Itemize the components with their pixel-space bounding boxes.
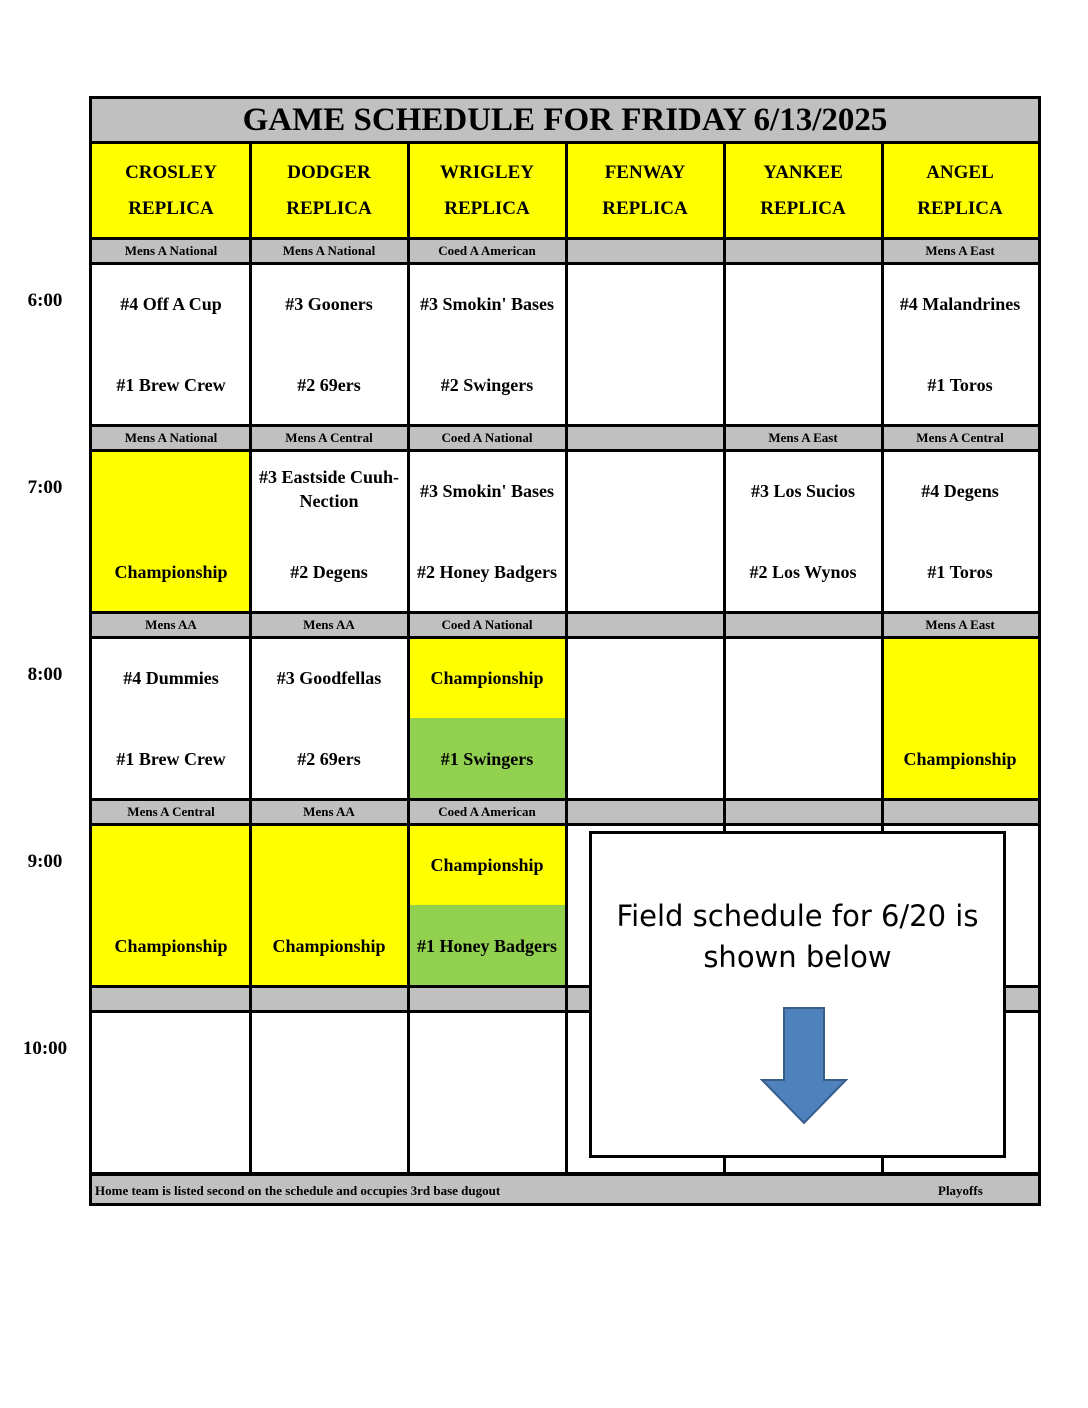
home-team: #1 Toros [927,562,993,582]
game-bottom-half [724,344,882,425]
field-header-crosley [92,144,250,238]
division-label: Mens AA [250,612,408,637]
game-top-half [92,824,250,905]
game-top-half [408,263,566,344]
division-label: Mens A Central [250,425,408,450]
game-top-half [250,263,408,344]
field-header-yankee [724,144,882,238]
field-header-fenway [566,144,724,238]
home-team: #1 Toros [927,375,993,395]
division-label [408,986,566,1011]
division-label: Mens A East [882,238,1038,263]
game-cell [882,263,1038,425]
field-subtitle: REPLICA [286,198,372,219]
game-top-half [408,824,566,905]
notice-line-1: Field schedule for 6/20 is [616,899,979,933]
notice-message [592,896,1003,978]
game-top-half [92,637,250,718]
field-subtitle: REPLICA [444,198,530,219]
grid-hline [92,823,1038,826]
division-label [566,799,724,824]
home-team: #2 Los Wynos [749,562,857,582]
home-team: Championship [114,936,228,956]
division-label [724,799,882,824]
home-team: #2 69ers [297,749,361,769]
field-header-dodger [250,144,408,238]
game-top-half [250,824,408,905]
away-team: #3 Smokin' Bases [419,481,555,501]
game-cell [250,637,408,799]
division-label [566,612,724,637]
division-label: Mens A East [724,425,882,450]
field-name: FENWAY [604,162,686,183]
game-cell [250,263,408,425]
grid-hline [92,262,1038,265]
game-bottom-half [92,531,250,612]
game-cell [724,637,882,799]
home-team: Championship [272,936,386,956]
division-label: Mens A East [882,612,1038,637]
grid-hline [92,237,1038,240]
division-label [724,238,882,263]
game-bottom-half [566,718,724,799]
division-label: Mens A National [250,238,408,263]
home-team: #1 Swingers [440,749,534,769]
home-team: #2 Honey Badgers [416,562,557,582]
division-label [92,986,250,1011]
away-team: #4 Degens [921,481,999,501]
grid-hline [92,611,1038,614]
away-team: Championship [430,855,544,875]
field-name: DODGER [287,162,371,183]
game-bottom-half [408,718,566,799]
grid-hline [92,449,1038,452]
time-label: 10:00 [22,1038,68,1059]
game-cell [250,450,408,612]
grid-hline [92,424,1038,427]
game-top-half [250,637,408,718]
field-name: CROSLEY [125,162,217,183]
game-cell [408,450,566,612]
home-team: #1 Honey Badgers [416,936,557,956]
game-top-half [724,637,882,718]
game-top-half [566,263,724,344]
game-bottom-half [408,905,566,986]
division-label: Mens A Central [882,425,1038,450]
game-top-half [250,450,408,531]
grid-vline [249,144,252,1173]
game-bottom-half [250,531,408,612]
grid-hline [92,636,1038,639]
game-cell [92,450,250,612]
home-team: #1 Brew Crew [116,749,226,769]
away-team: #3 Goodfellas [276,668,382,688]
division-label [566,238,724,263]
game-top-half [408,637,566,718]
game-bottom-half [92,905,250,986]
field-name: WRIGLEY [440,162,534,183]
game-bottom-half [566,531,724,612]
game-top-half [882,637,1038,718]
home-team: #2 Degens [290,562,368,582]
game-cell [566,263,724,425]
field-subtitle: REPLICA [602,198,688,219]
game-cell [250,1011,408,1173]
home-team: #1 Brew Crew [116,375,226,395]
game-cell [566,450,724,612]
game-top-half [566,450,724,531]
notice-line-2: shown below [703,940,892,974]
game-cell [408,1011,566,1173]
away-team: #3 Eastside Cuuh-Nection [258,467,400,511]
game-cell [92,263,250,425]
grid-hline [92,798,1038,801]
game-bottom-half [92,344,250,425]
game-bottom-half [250,718,408,799]
game-cell [408,824,566,986]
game-cell [92,637,250,799]
game-cell [882,450,1038,612]
division-label: Mens A Central [92,799,250,824]
field-subtitle: REPLICA [760,198,846,219]
away-team: #3 Gooners [285,294,373,314]
division-label: Mens A National [92,425,250,450]
game-bottom-half [250,905,408,986]
field-name: YANKEE [763,162,843,183]
division-label [724,612,882,637]
game-bottom-half [882,531,1038,612]
game-cell [882,637,1038,799]
field-name: ANGEL [926,162,994,183]
division-label: Coed A American [408,799,566,824]
grid-vline [565,144,568,1173]
field-header-wrigley [408,144,566,238]
game-cell [566,637,724,799]
game-top-half [724,263,882,344]
game-bottom-half [566,344,724,425]
game-top-half [408,450,566,531]
game-cell [724,450,882,612]
division-label: Mens A National [92,238,250,263]
footer-playoffs-label: Playoffs [938,1183,983,1198]
home-team: Championship [114,562,228,582]
game-bottom-half [408,344,566,425]
home-team: #2 Swingers [440,375,534,395]
time-label: 6:00 [27,290,63,311]
division-label: Coed A National [408,612,566,637]
division-label [882,799,1038,824]
game-cell [724,263,882,425]
home-team: #2 69ers [297,375,361,395]
away-team: #3 Los Sucios [750,481,856,501]
game-cell [92,1011,250,1173]
time-label: 7:00 [27,477,63,498]
down-arrow-icon [760,1006,848,1126]
game-cell [92,824,250,986]
next-week-notice [589,831,1006,1158]
field-subtitle: REPLICA [128,198,214,219]
division-label [250,986,408,1011]
game-bottom-half [408,531,566,612]
game-top-half [92,263,250,344]
field-header-angel [882,144,1038,238]
away-team: #4 Off A Cup [120,294,222,314]
game-bottom-half [882,344,1038,425]
game-top-half [882,263,1038,344]
division-label [566,425,724,450]
away-team: #4 Dummies [123,668,219,688]
time-label: 8:00 [27,664,63,685]
away-team: #4 Malandrines [899,294,1021,314]
page-title: GAME SCHEDULE FOR FRIDAY 6/13/2025 [92,99,1038,144]
game-bottom-half [92,718,250,799]
division-label: Coed A National [408,425,566,450]
time-label: 9:00 [27,851,63,872]
field-subtitle: REPLICA [917,198,1003,219]
division-label: Coed A American [408,238,566,263]
away-team: Championship [430,668,544,688]
game-bottom-half [882,718,1038,799]
away-team: #3 Smokin' Bases [419,294,555,314]
home-team: Championship [903,749,1017,769]
division-label: Mens AA [92,612,250,637]
game-cell [250,824,408,986]
game-top-half [92,450,250,531]
game-cell [408,263,566,425]
game-top-half [566,637,724,718]
game-bottom-half [250,344,408,425]
game-top-half [724,450,882,531]
footer-note: Home team is listed second on the schedule and occupies 3rd base dugout [95,1183,501,1198]
game-bottom-half [724,718,882,799]
grid-vline [407,144,410,1173]
game-cell [408,637,566,799]
game-top-half [882,450,1038,531]
division-label: Mens AA [250,799,408,824]
game-bottom-half [724,531,882,612]
schedule-footer [92,1173,1038,1203]
